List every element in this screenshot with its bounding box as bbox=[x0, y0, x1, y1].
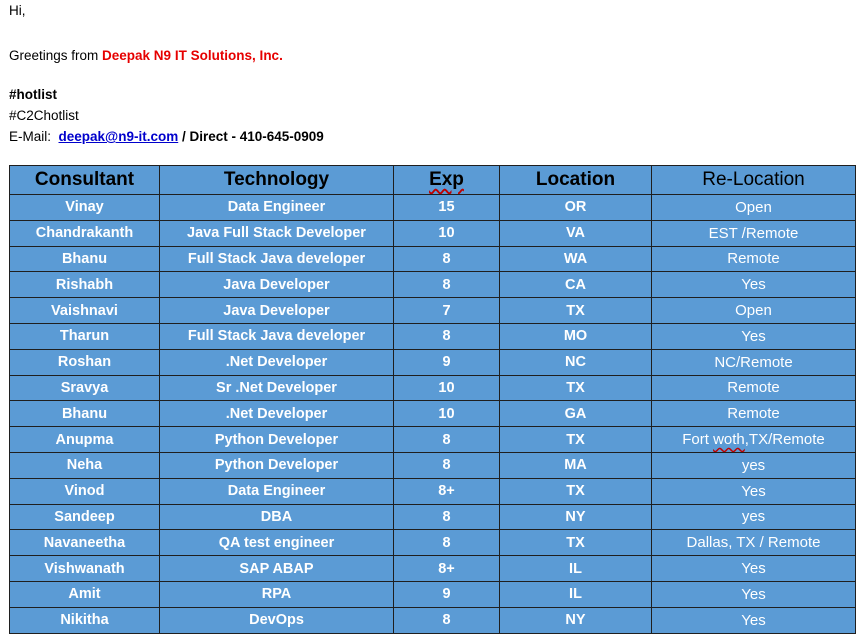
location-cell: TX bbox=[500, 375, 652, 401]
exp-cell: 10 bbox=[394, 401, 500, 427]
consultant-cell: Anupma bbox=[10, 427, 160, 453]
relocation-cell: Remote bbox=[652, 375, 856, 401]
header-relocation: Re-Location bbox=[652, 166, 856, 195]
technology-cell: QA test engineer bbox=[160, 530, 394, 556]
consultant-cell: Vaishnavi bbox=[10, 298, 160, 324]
table-row bbox=[10, 452, 856, 478]
relocation-cell: Open bbox=[652, 195, 856, 221]
table-row bbox=[10, 581, 856, 607]
relocation-cell bbox=[652, 427, 856, 453]
table-row bbox=[10, 427, 856, 453]
technology-cell: Data Engineer bbox=[160, 478, 394, 504]
technology-cell: Java Full Stack Developer bbox=[160, 220, 394, 246]
exp-cell: 8+ bbox=[394, 478, 500, 504]
technology-cell: .Net Developer bbox=[160, 401, 394, 427]
exp-cell: 8+ bbox=[394, 556, 500, 582]
relocation-cell: EST /Remote bbox=[652, 220, 856, 246]
consultant-cell: Vinod bbox=[10, 478, 160, 504]
relocation-cell: Open bbox=[652, 298, 856, 324]
consultant-cell: Nikitha bbox=[10, 607, 160, 633]
table-row bbox=[10, 478, 856, 504]
exp-cell: 8 bbox=[394, 530, 500, 556]
greetings-prefix: Greetings from bbox=[9, 48, 103, 63]
table-row bbox=[10, 375, 856, 401]
table-row bbox=[10, 220, 856, 246]
location-cell: TX bbox=[500, 478, 652, 504]
consultant-cell: Rishabh bbox=[10, 272, 160, 298]
location-cell: GA bbox=[500, 401, 652, 427]
exp-cell: 8 bbox=[394, 452, 500, 478]
exp-cell: 10 bbox=[394, 375, 500, 401]
location-cell: TX bbox=[500, 427, 652, 453]
location-cell: MA bbox=[500, 452, 652, 478]
table-row bbox=[10, 556, 856, 582]
location-cell: VA bbox=[500, 220, 652, 246]
relocation-cell: Yes bbox=[652, 272, 856, 298]
table-row bbox=[10, 246, 856, 272]
technology-cell: Data Engineer bbox=[160, 195, 394, 221]
table-row bbox=[10, 401, 856, 427]
company-name: Deepak N9 IT Solutions, Inc. bbox=[102, 48, 283, 63]
header-exp-label: Exp bbox=[429, 169, 464, 190]
technology-cell: Java Developer bbox=[160, 272, 394, 298]
exp-cell: 8 bbox=[394, 504, 500, 530]
exp-cell: 8 bbox=[394, 246, 500, 272]
relocation-cell: Yes bbox=[652, 323, 856, 349]
consultant-cell: Chandrakanth bbox=[10, 220, 160, 246]
technology-cell: .Net Developer bbox=[160, 349, 394, 375]
technology-cell: DevOps bbox=[160, 607, 394, 633]
location-cell: IL bbox=[500, 581, 652, 607]
relocation-cell: Dallas, TX / Remote bbox=[652, 530, 856, 556]
consultant-cell: Vishwanath bbox=[10, 556, 160, 582]
exp-cell: 8 bbox=[394, 427, 500, 453]
consultant-cell: Bhanu bbox=[10, 246, 160, 272]
relocation-cell: Remote bbox=[652, 401, 856, 427]
consultant-cell: Roshan bbox=[10, 349, 160, 375]
hotlist-table bbox=[9, 165, 856, 634]
exp-cell: 8 bbox=[394, 272, 500, 298]
relocation-cell: Yes bbox=[652, 581, 856, 607]
relocation-cell: yes bbox=[652, 452, 856, 478]
consultant-cell: Neha bbox=[10, 452, 160, 478]
consultant-cell: Sandeep bbox=[10, 504, 160, 530]
consultant-cell: Navaneetha bbox=[10, 530, 160, 556]
location-cell: WA bbox=[500, 246, 652, 272]
consultant-cell: Bhanu bbox=[10, 401, 160, 427]
technology-cell: Java Developer bbox=[160, 298, 394, 324]
greetings-line bbox=[9, 48, 283, 63]
exp-cell: 9 bbox=[394, 349, 500, 375]
technology-cell: Python Developer bbox=[160, 427, 394, 453]
exp-cell: 8 bbox=[394, 323, 500, 349]
location-cell: NY bbox=[500, 504, 652, 530]
table-row bbox=[10, 272, 856, 298]
exp-cell: 8 bbox=[394, 607, 500, 633]
relocation-cell: NC/Remote bbox=[652, 349, 856, 375]
location-cell: NC bbox=[500, 349, 652, 375]
location-cell: NY bbox=[500, 607, 652, 633]
location-cell: IL bbox=[500, 556, 652, 582]
consultant-cell: Amit bbox=[10, 581, 160, 607]
technology-cell: Full Stack Java developer bbox=[160, 246, 394, 272]
exp-cell: 7 bbox=[394, 298, 500, 324]
hashtag-c2c: #C2Chotlist bbox=[9, 108, 79, 123]
relocation-cell: Yes bbox=[652, 607, 856, 633]
greeting: Hi, bbox=[9, 3, 26, 18]
table-row bbox=[10, 349, 856, 375]
table-header-row bbox=[10, 166, 856, 195]
header-location: Location bbox=[500, 166, 652, 195]
location-cell: TX bbox=[500, 530, 652, 556]
table-row bbox=[10, 298, 856, 324]
consultant-cell: Vinay bbox=[10, 195, 160, 221]
relocation-cell: yes bbox=[652, 504, 856, 530]
technology-cell: DBA bbox=[160, 504, 394, 530]
technology-cell: Python Developer bbox=[160, 452, 394, 478]
technology-cell: Full Stack Java developer bbox=[160, 323, 394, 349]
consultant-cell: Sravya bbox=[10, 375, 160, 401]
email-address-link[interactable]: deepak@n9-it.com bbox=[58, 129, 179, 144]
hashtag-hotlist: #hotlist bbox=[9, 87, 58, 102]
location-cell: OR bbox=[500, 195, 652, 221]
technology-cell: RPA bbox=[160, 581, 394, 607]
phone-number: 410-645-0909 bbox=[239, 129, 324, 144]
table-row bbox=[10, 195, 856, 221]
exp-cell: 9 bbox=[394, 581, 500, 607]
relocation-cell: Yes bbox=[652, 556, 856, 582]
direct-label: / Direct - bbox=[178, 129, 240, 144]
location-cell: CA bbox=[500, 272, 652, 298]
relocation-cell: Yes bbox=[652, 478, 856, 504]
table-row bbox=[10, 607, 856, 633]
table-row bbox=[10, 530, 856, 556]
table-row bbox=[10, 504, 856, 530]
header-technology: Technology bbox=[160, 166, 394, 195]
location-cell: MO bbox=[500, 323, 652, 349]
contact-line bbox=[9, 129, 324, 144]
consultant-cell: Tharun bbox=[10, 323, 160, 349]
header-exp bbox=[394, 166, 500, 195]
relocation-cell: Remote bbox=[652, 246, 856, 272]
exp-cell: 15 bbox=[394, 195, 500, 221]
header-consultant: Consultant bbox=[10, 166, 160, 195]
email-label: E-Mail: bbox=[9, 129, 59, 144]
location-cell: TX bbox=[500, 298, 652, 324]
technology-cell: Sr .Net Developer bbox=[160, 375, 394, 401]
table-row bbox=[10, 323, 856, 349]
relocation-text: Fort woth,TX/Remote bbox=[682, 431, 825, 449]
technology-cell: SAP ABAP bbox=[160, 556, 394, 582]
exp-cell: 10 bbox=[394, 220, 500, 246]
